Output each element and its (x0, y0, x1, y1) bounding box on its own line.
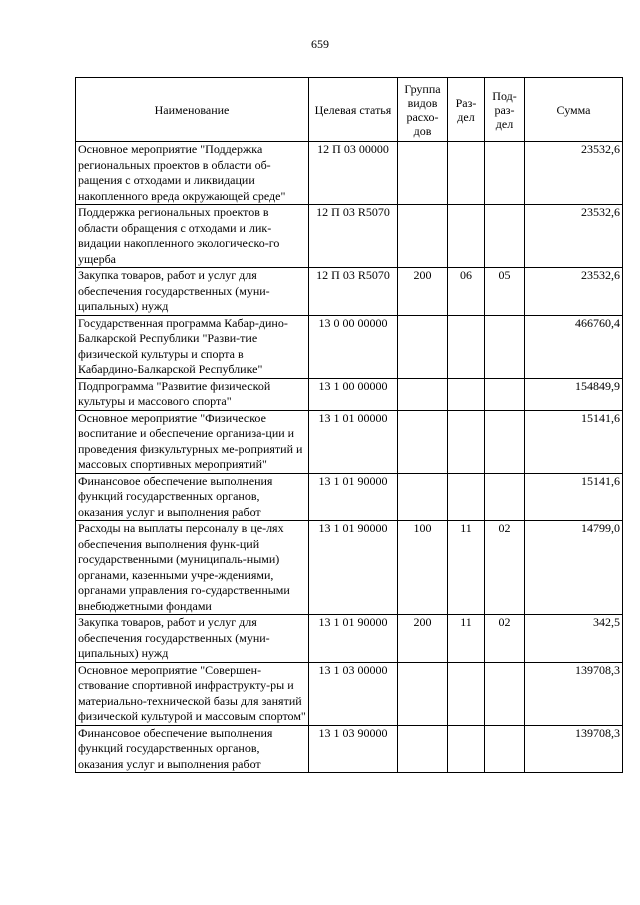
cell-group (398, 473, 448, 521)
cell-section (448, 142, 485, 205)
table-row (76, 410, 623, 473)
cell-target: 13 1 03 90000 (309, 725, 398, 773)
table-row (76, 142, 623, 205)
cell-sum: 466760,4 (525, 315, 623, 378)
cell-subsection: 02 (485, 521, 525, 615)
cell-target: 13 1 01 90000 (309, 615, 398, 663)
cell-sum: 15141,6 (525, 473, 623, 521)
table-header-row (76, 78, 623, 142)
budget-table (75, 77, 623, 773)
cell-group (398, 725, 448, 773)
cell-subsection (485, 473, 525, 521)
cell-group (398, 410, 448, 473)
cell-sum: 15141,6 (525, 410, 623, 473)
page-number: 659 (311, 37, 329, 51)
cell-subsection: 05 (485, 268, 525, 316)
cell-name: Расходы на выплаты персоналу в це-лях обеспечения выполнения функ-ций государственными (муниципаль-ными) органами, казенными учре-ждениями, органами управления го-сударственными внебюджетными фондами (76, 521, 309, 615)
cell-section: 06 (448, 268, 485, 316)
cell-name: Основное мероприятие "Совершен-ствование спортивной инфраструкту-ры и материально-технической базы для занятий физической культурой и массовым спортом" (76, 662, 309, 725)
table-row (76, 662, 623, 725)
cell-section (448, 205, 485, 268)
cell-target: 13 1 03 00000 (309, 662, 398, 725)
cell-group (398, 205, 448, 268)
cell-target: 12 П 03 R5070 (309, 268, 398, 316)
cell-subsection (485, 205, 525, 268)
cell-sum: 23532,6 (525, 268, 623, 316)
cell-section: 11 (448, 521, 485, 615)
cell-subsection (485, 378, 525, 410)
cell-subsection (485, 725, 525, 773)
cell-group (398, 662, 448, 725)
cell-group: 200 (398, 268, 448, 316)
cell-name: Закупка товаров, работ и услуг для обеспечения государственных (муни-ципальных) нужд (76, 268, 309, 316)
header-name: Наименование (76, 78, 309, 142)
cell-target: 13 0 00 00000 (309, 315, 398, 378)
table-row (76, 473, 623, 521)
cell-name: Финансовое обеспечение выполнения функций государственных органов, оказания услуг и выполнения работ (76, 725, 309, 773)
cell-target: 13 1 01 90000 (309, 521, 398, 615)
header-sum: Сумма (525, 78, 623, 142)
cell-name: Финансовое обеспечение выполнения функций государственных органов, оказания услуг и выполнения работ (76, 473, 309, 521)
cell-name: Закупка товаров, работ и услуг для обеспечения государственных (муни-ципальных) нужд (76, 615, 309, 663)
cell-target: 13 1 01 90000 (309, 473, 398, 521)
cell-subsection (485, 662, 525, 725)
cell-subsection: 02 (485, 615, 525, 663)
cell-section (448, 410, 485, 473)
cell-name: Государственная программа Кабар-дино-Балкарской Республики "Разви-тие физической культуры и спорта в Кабардино-Балкарской Республике" (76, 315, 309, 378)
cell-name: Поддержка региональных проектов в области обращения с отходами и лик-видации накопленного экологическо-го ущерба (76, 205, 309, 268)
cell-sum: 139708,3 (525, 662, 623, 725)
cell-sum: 154849,9 (525, 378, 623, 410)
cell-target: 13 1 00 00000 (309, 378, 398, 410)
cell-group: 100 (398, 521, 448, 615)
header-subsection: Под-раз-дел (485, 78, 525, 142)
cell-sum: 23532,6 (525, 205, 623, 268)
cell-sum: 23532,6 (525, 142, 623, 205)
cell-target: 13 1 01 00000 (309, 410, 398, 473)
cell-section (448, 378, 485, 410)
cell-name: Подпрограмма "Развитие физической культуры и массового спорта" (76, 378, 309, 410)
cell-group: 200 (398, 615, 448, 663)
cell-section (448, 473, 485, 521)
table-row (76, 615, 623, 663)
header-section: Раз-дел (448, 78, 485, 142)
cell-section: 11 (448, 615, 485, 663)
cell-target: 12 П 03 R5070 (309, 205, 398, 268)
cell-sum: 342,5 (525, 615, 623, 663)
cell-name: Основное мероприятие "Физическое воспитание и обеспечение организа-ции и проведения физкультурных ме-роприятий и массовых спортивных мероприятий" (76, 410, 309, 473)
cell-group (398, 142, 448, 205)
table-row (76, 521, 623, 615)
table-row (76, 725, 623, 773)
cell-name: Основное мероприятие "Поддержка региональных проектов в области об-ращения с отходами и ликвидации накопленного вреда окружающей среде" (76, 142, 309, 205)
cell-group (398, 378, 448, 410)
table-row (76, 378, 623, 410)
header-group: Группа видов расхо-дов (398, 78, 448, 142)
cell-section (448, 662, 485, 725)
header-target: Целевая статья (309, 78, 398, 142)
cell-group (398, 315, 448, 378)
cell-sum: 14799,0 (525, 521, 623, 615)
table-row (76, 205, 623, 268)
cell-section (448, 725, 485, 773)
cell-subsection (485, 142, 525, 205)
cell-section (448, 315, 485, 378)
cell-subsection (485, 315, 525, 378)
table-row (76, 315, 623, 378)
cell-target: 12 П 03 00000 (309, 142, 398, 205)
table-row (76, 268, 623, 316)
cell-sum: 139708,3 (525, 725, 623, 773)
cell-subsection (485, 410, 525, 473)
